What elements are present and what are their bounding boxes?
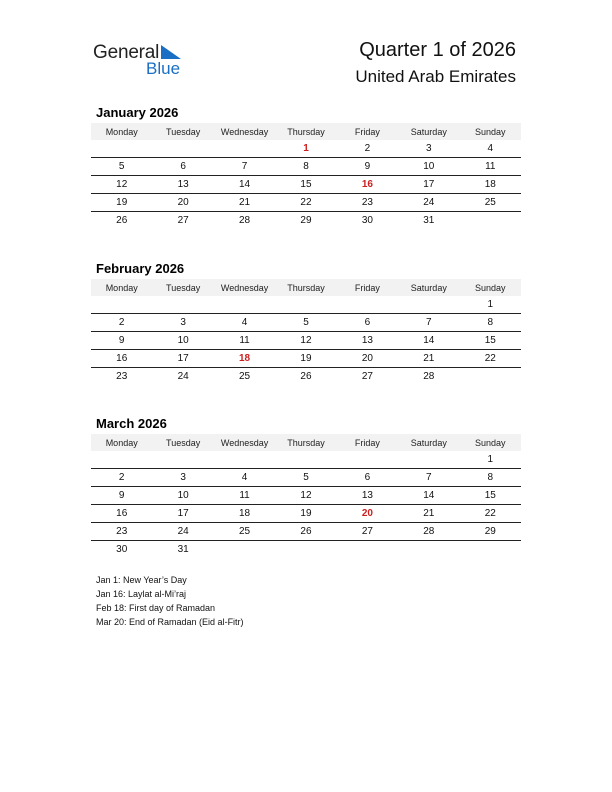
day-cell: 9 [337, 158, 398, 176]
day-cell: 7 [398, 469, 459, 487]
day-cell: 17 [152, 505, 213, 523]
day-cell: 1 [275, 140, 336, 158]
empty-day-cell [152, 451, 213, 469]
day-cell: 2 [337, 140, 398, 158]
day-cell: 19 [91, 194, 152, 212]
weekday-header: Tuesday [152, 279, 213, 296]
weekday-header: Saturday [398, 123, 459, 140]
weekday-header-row [91, 434, 521, 451]
empty-day-cell [337, 296, 398, 314]
day-cell: 27 [337, 523, 398, 541]
week-row [91, 541, 521, 559]
weekday-header: Saturday [398, 279, 459, 296]
empty-day-cell [214, 451, 275, 469]
empty-day-cell [337, 451, 398, 469]
logo-triangle-icon [161, 45, 181, 59]
day-cell: 24 [398, 194, 459, 212]
day-cell: 16 [91, 350, 152, 368]
week-row [91, 469, 521, 487]
holiday-notes [96, 573, 244, 629]
month-block [91, 103, 521, 229]
day-cell: 31 [177, 544, 189, 555]
day-cell: 10 [152, 332, 213, 350]
day-cell: 3 [398, 140, 459, 158]
day-cell: 13 [337, 332, 398, 350]
weekday-header: Friday [337, 434, 398, 451]
empty-day-cell [398, 296, 459, 314]
month-table [91, 123, 521, 229]
weekday-header-row [91, 279, 521, 296]
day-cell: 19 [275, 505, 336, 523]
day-cell: 20 [152, 194, 213, 212]
day-cell: 18 [214, 350, 275, 368]
day-cell: 17 [152, 350, 213, 368]
weekday-header: Friday [337, 123, 398, 140]
day-cell: 5 [275, 469, 336, 487]
day-cell: 22 [460, 350, 521, 368]
day-cell: 17 [398, 176, 459, 194]
logo-word-general: General [93, 42, 160, 63]
day-cell: 31 [423, 215, 435, 226]
day-cell: 1 [460, 451, 521, 469]
empty-day-cell [275, 541, 336, 559]
day-cell: 2 [91, 469, 152, 487]
day-cell: 15 [460, 487, 521, 505]
day-cell: 12 [275, 487, 336, 505]
weekday-header: Sunday [460, 123, 521, 140]
day-cell: 25 [238, 371, 251, 382]
day-cell: 23 [116, 371, 128, 382]
month-title: February 2026 [96, 261, 185, 276]
weekday-header: Monday [91, 123, 152, 140]
day-cell: 21 [398, 350, 459, 368]
day-cell: 12 [91, 176, 152, 194]
generalblue-logo [93, 42, 193, 78]
weekday-header: Sunday [460, 434, 521, 451]
day-cell: 2 [91, 314, 152, 332]
day-cell: 25 [460, 194, 521, 212]
week-row [91, 368, 521, 386]
day-cell: 28 [423, 371, 435, 382]
day-cell: 6 [337, 314, 398, 332]
week-row [91, 158, 521, 176]
day-cell: 28 [398, 523, 459, 541]
week-row [91, 314, 521, 332]
empty-day-cell [460, 212, 521, 230]
day-cell: 7 [398, 314, 459, 332]
month-table [91, 434, 521, 558]
month-block [91, 259, 521, 385]
day-cell: 14 [398, 487, 459, 505]
week-row [91, 487, 521, 505]
empty-day-cell [275, 451, 336, 469]
day-cell: 16 [91, 505, 152, 523]
day-cell: 26 [275, 523, 336, 541]
day-cell: 16 [337, 176, 398, 194]
day-cell: 1 [460, 296, 521, 314]
month-title: March 2026 [96, 416, 167, 431]
day-cell: 26 [300, 371, 312, 382]
day-cell: 14 [398, 332, 459, 350]
day-cell: 30 [361, 215, 373, 226]
day-cell: 3 [152, 314, 213, 332]
weekday-header: Thursday [275, 434, 336, 451]
week-row [91, 350, 521, 368]
day-cell: 13 [337, 487, 398, 505]
day-cell: 8 [460, 469, 521, 487]
day-cell: 10 [152, 487, 213, 505]
day-cell: 4 [214, 469, 275, 487]
empty-day-cell [460, 368, 521, 386]
holiday-note: Jan 16: Laylat al-Mi’raj [96, 589, 187, 599]
page-subtitle: United Arab Emirates [355, 67, 516, 86]
week-row [91, 523, 521, 541]
day-cell: 6 [152, 158, 213, 176]
day-cell: 9 [91, 332, 152, 350]
week-row [91, 140, 521, 158]
empty-day-cell [460, 541, 521, 559]
weekday-header: Wednesday [214, 123, 275, 140]
week-row [91, 332, 521, 350]
empty-day-cell [214, 296, 275, 314]
page-title: Quarter 1 of 2026 [359, 39, 516, 61]
day-cell: 15 [275, 176, 336, 194]
day-cell: 18 [460, 176, 521, 194]
weekday-header: Thursday [275, 279, 336, 296]
weekday-header: Sunday [460, 279, 521, 296]
empty-day-cell [214, 541, 275, 559]
day-cell: 21 [398, 505, 459, 523]
weekday-header: Monday [91, 279, 152, 296]
day-cell: 12 [275, 332, 336, 350]
week-row [91, 451, 521, 469]
day-cell: 11 [460, 158, 521, 176]
day-cell: 21 [214, 194, 275, 212]
day-cell: 7 [214, 158, 275, 176]
weekday-header: Saturday [398, 434, 459, 451]
weekday-header: Thursday [275, 123, 336, 140]
day-cell: 23 [337, 194, 398, 212]
holiday-note: Jan 1: New Year’s Day [96, 575, 187, 585]
empty-day-cell [91, 140, 152, 158]
day-cell: 6 [337, 469, 398, 487]
day-cell: 23 [91, 523, 152, 541]
week-row [91, 505, 521, 523]
weekday-header: Monday [91, 434, 152, 451]
empty-day-cell [398, 451, 459, 469]
day-cell: 22 [460, 505, 521, 523]
day-cell: 10 [398, 158, 459, 176]
day-cell: 30 [116, 544, 128, 555]
day-cell: 20 [337, 350, 398, 368]
day-cell: 5 [275, 314, 336, 332]
day-cell: 18 [214, 505, 275, 523]
weekday-header: Tuesday [152, 434, 213, 451]
empty-day-cell [214, 140, 275, 158]
day-cell: 4 [460, 140, 521, 158]
weekday-header: Wednesday [214, 434, 275, 451]
day-cell: 15 [460, 332, 521, 350]
day-cell: 25 [214, 523, 275, 541]
day-cell: 13 [152, 176, 213, 194]
day-cell: 3 [152, 469, 213, 487]
month-block [91, 414, 521, 558]
weekday-header: Friday [337, 279, 398, 296]
holiday-note: Feb 18: First day of Ramadan [96, 603, 216, 613]
day-cell: 11 [214, 487, 275, 505]
week-row [91, 296, 521, 314]
empty-day-cell [275, 296, 336, 314]
weekday-header-row [91, 123, 521, 140]
logo-word-blue: Blue [146, 59, 181, 78]
day-cell: 20 [337, 505, 398, 523]
empty-day-cell [152, 296, 213, 314]
week-row [91, 212, 521, 230]
month-table [91, 279, 521, 385]
day-cell: 8 [275, 158, 336, 176]
day-cell: 22 [275, 194, 336, 212]
day-cell: 11 [214, 332, 275, 350]
day-cell: 29 [300, 215, 312, 226]
empty-day-cell [91, 296, 152, 314]
day-cell: 28 [238, 215, 251, 226]
day-cell: 27 [177, 215, 189, 226]
empty-day-cell [91, 451, 152, 469]
day-cell: 9 [91, 487, 152, 505]
day-cell: 19 [275, 350, 336, 368]
day-cell: 4 [214, 314, 275, 332]
day-cell: 5 [91, 158, 152, 176]
day-cell: 29 [460, 523, 521, 541]
month-title: January 2026 [96, 105, 179, 120]
empty-day-cell [398, 541, 459, 559]
empty-day-cell [152, 140, 213, 158]
day-cell: 27 [361, 371, 373, 382]
day-cell: 14 [214, 176, 275, 194]
weekday-header: Tuesday [152, 123, 213, 140]
week-row [91, 194, 521, 212]
empty-day-cell [337, 541, 398, 559]
weekday-header: Wednesday [214, 279, 275, 296]
day-cell: 24 [177, 371, 189, 382]
day-cell: 24 [152, 523, 213, 541]
day-cell: 26 [116, 215, 128, 226]
day-cell: 8 [460, 314, 521, 332]
week-row [91, 176, 521, 194]
holiday-note: Mar 20: End of Ramadan (Eid al-Fitr) [96, 617, 244, 627]
